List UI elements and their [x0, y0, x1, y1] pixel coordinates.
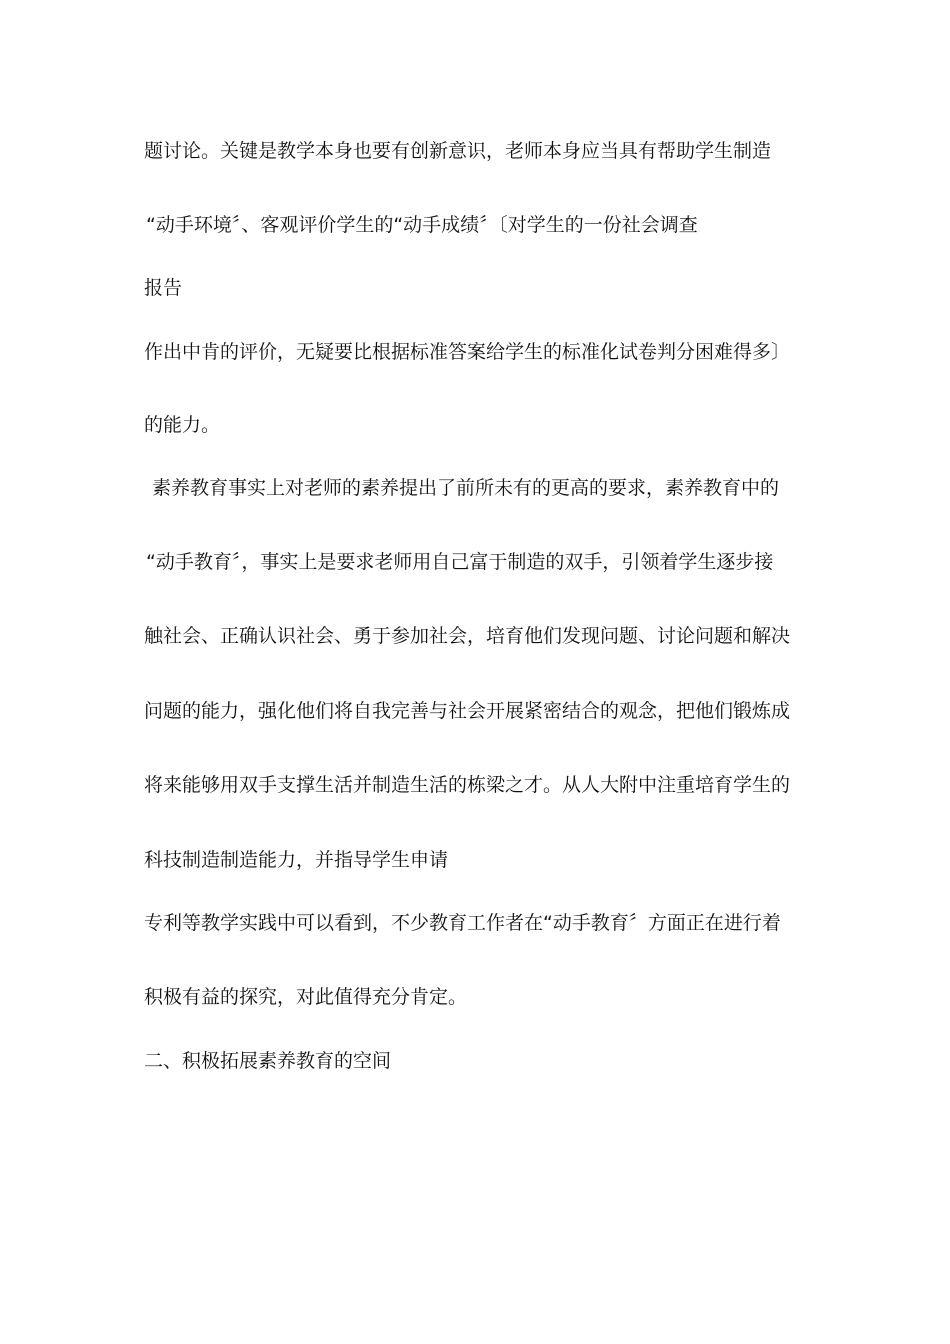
text-line: 专利等教学实践中可以看到，不少教育工作者在“动手教育〞方面正在进行着 [144, 912, 781, 934]
text-line: 作出中肯的评价，无疑要比根据标准答案给学生的标准化试卷判分困难得多〕 [144, 341, 791, 363]
text-line: 积极有益的探究，对此值得充分肯定。 [144, 986, 468, 1008]
text-line: 报告 [144, 277, 183, 299]
text-line: “动手环境〞、客观评价学生的“动手成绩〞〔对学生的一份社会调查 [146, 214, 698, 236]
text-line: 问题的能力，强化他们将自我完善与社会开展紧密结合的观念，把他们锻炼成 [144, 700, 791, 722]
text-line: 科技制造制造能力，并指导学生申请 [144, 849, 449, 871]
text-line: 将来能够用双手支撑生活并制造生活的栋梁之才。从人大附中注重培育学生的 [144, 774, 791, 796]
text-line: 的能力。 [144, 414, 221, 436]
text-line: 题讨论。关键是教学本身也要有创新意识，老师本身应当具有帮助学生制造 [144, 140, 772, 162]
paragraph-start-line: 素养教育事实上对老师的素养提出了前所未有的更高的要求，素养教育中的 [152, 477, 780, 499]
section-heading: 二、积极拓展素养教育的空间 [144, 1050, 392, 1072]
text-line: 触社会、正确认识社会、勇于参加社会，培育他们发现问题、讨论问题和解决 [144, 625, 791, 647]
text-line: “动手教育〞，事实上是要求老师用自己富于制造的双手，引领着学生逐步接 [146, 551, 774, 573]
